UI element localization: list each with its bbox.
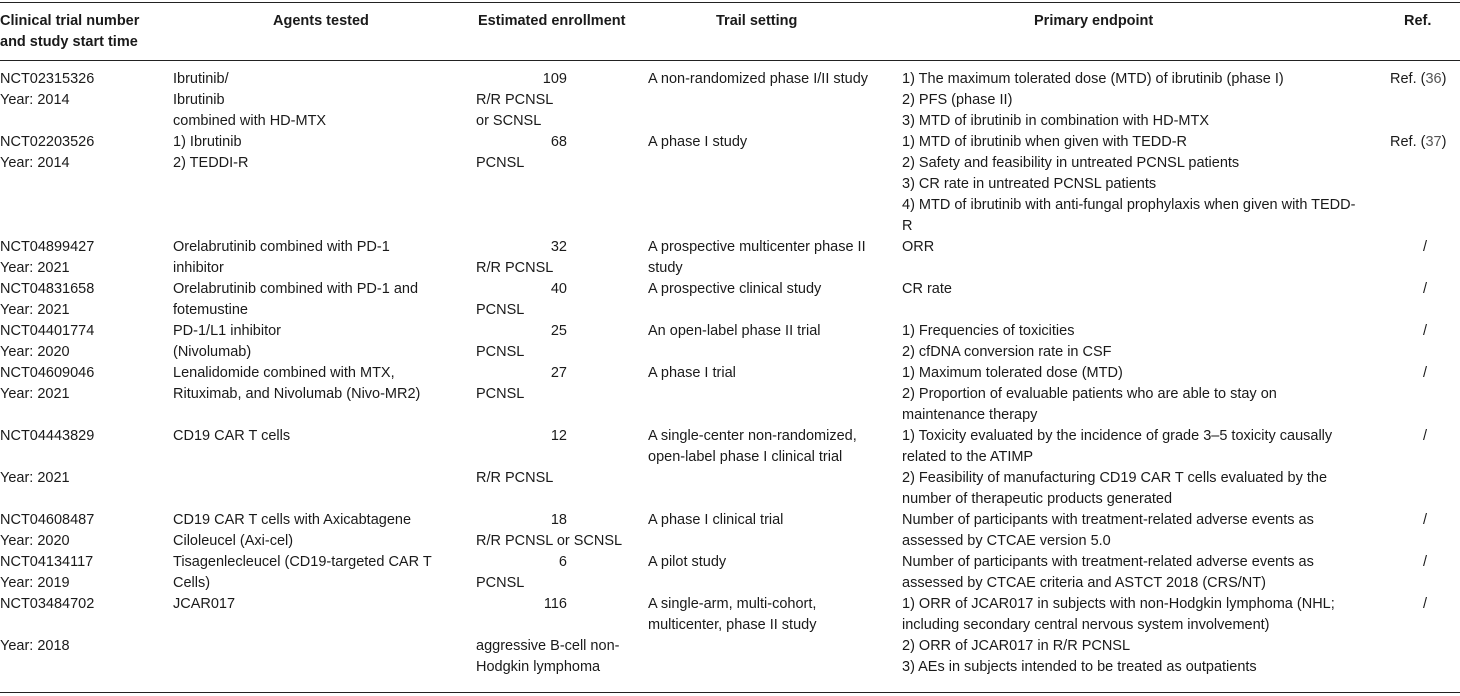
primary-endpoint-line: 2) ORR of JCAR017 in R/R PCNSL — [902, 638, 1131, 654]
header-setting: Trail setting — [716, 13, 798, 29]
enrollment-count: 116 — [543, 596, 567, 612]
study-year: Year: 2021 — [0, 260, 70, 276]
enrollment-population-line: R/R PCNSL — [476, 260, 554, 276]
study-year: Year: 2014 — [0, 92, 70, 108]
study-year: Year: 2021 — [0, 386, 70, 402]
agents-tested-line: CD19 CAR T cells — [173, 428, 291, 444]
primary-endpoint-line: 2) PFS (phase II) — [902, 92, 1013, 108]
enrollment-count: 18 — [550, 512, 567, 528]
enrollment-population-line: PCNSL — [476, 155, 525, 171]
enrollment-population-line: PCNSL — [476, 344, 525, 360]
header-ref: Ref. — [1404, 13, 1432, 29]
primary-endpoint-line: maintenance therapy — [902, 407, 1038, 423]
header-trial-line-2: and study start time — [0, 34, 138, 50]
agents-tested-line: Orelabrutinib combined with PD-1 — [173, 239, 390, 255]
reference-link[interactable]: 37 — [1425, 134, 1442, 150]
reference-citation — [1390, 132, 1446, 153]
primary-endpoint-line: 2) cfDNA conversion rate in CSF — [902, 344, 1112, 360]
trial-setting-line: A non-randomized phase I/II study — [648, 71, 869, 87]
trial-setting-line: An open-label phase II trial — [648, 323, 821, 339]
study-year: Year: 2021 — [0, 470, 70, 486]
enrollment-population-line: PCNSL — [476, 575, 525, 591]
reference-none: / — [1423, 365, 1428, 381]
trial-number: NCT04899427 — [0, 239, 95, 255]
agents-tested-line: PD-1/L1 inhibitor — [173, 323, 281, 339]
primary-endpoint-line: 1) Frequencies of toxicities — [902, 323, 1075, 339]
primary-endpoint-line: ORR — [902, 239, 935, 255]
primary-endpoint-line: 3) AEs in subjects intended to be treated as outpatients — [902, 659, 1257, 675]
enrollment-population-line: or SCNSL — [476, 113, 542, 129]
header-trial-line-1: Clinical trial number — [0, 13, 140, 29]
primary-endpoint-line: 1) Maximum tolerated dose (MTD) — [902, 365, 1123, 381]
study-year: Year: 2019 — [0, 575, 70, 591]
enrollment-count: 68 — [550, 134, 567, 150]
primary-endpoint-line: related to the ATIMP — [902, 449, 1034, 465]
enrollment-population-line: PCNSL — [476, 302, 525, 318]
trial-setting-line: A prospective multicenter phase II — [648, 239, 866, 255]
agents-tested-line: fotemustine — [173, 302, 248, 318]
primary-endpoint-line: 2) Feasibility of manufacturing CD19 CAR T cells evaluated by the — [902, 470, 1328, 486]
study-year: Year: 2014 — [0, 155, 70, 171]
study-year: Year: 2021 — [0, 302, 70, 318]
agents-tested-line: JCAR017 — [173, 596, 236, 612]
trial-setting-line: A phase I clinical trial — [648, 512, 784, 528]
trial-number: NCT04608487 — [0, 512, 95, 528]
reference-none: / — [1423, 323, 1428, 339]
study-year: Year: 2018 — [0, 638, 70, 654]
agents-tested-line: Lenalidomide combined with MTX, — [173, 365, 395, 381]
primary-endpoint-line: assessed by CTCAE version 5.0 — [902, 533, 1111, 549]
agents-tested-line: 1) Ibrutinib — [173, 134, 242, 150]
primary-endpoint-line: assessed by CTCAE criteria and ASTCT 2018 (CRS/NT) — [902, 575, 1266, 591]
enrollment-count: 27 — [550, 365, 567, 381]
reference-none: / — [1423, 512, 1428, 528]
primary-endpoint-line: R — [902, 218, 913, 234]
primary-endpoint-line: 3) CR rate in untreated PCNSL patients — [902, 176, 1157, 192]
primary-endpoint-line: 2) Safety and feasibility in untreated PCNSL patients — [902, 155, 1240, 171]
trial-number: NCT02203526 — [0, 134, 95, 150]
enrollment-population-line: R/R PCNSL or SCNSL — [476, 533, 623, 549]
trial-number: NCT04831658 — [0, 281, 95, 297]
trial-setting-line: A prospective clinical study — [648, 281, 822, 297]
agents-tested-line: (Nivolumab) — [173, 344, 252, 360]
enrollment-population-line: R/R PCNSL — [476, 470, 554, 486]
trial-setting-line: multicenter, phase II study — [648, 617, 817, 633]
agents-tested-line: Ciloleucel (Axi-cel) — [173, 533, 294, 549]
trial-setting-line: A phase I study — [648, 134, 748, 150]
trial-setting-line: A phase I trial — [648, 365, 736, 381]
primary-endpoint-line: Number of participants with treatment-related adverse events as — [902, 554, 1314, 570]
reference-prefix: Ref. ( — [1390, 134, 1426, 150]
reference-none: / — [1423, 281, 1428, 297]
trial-number: NCT04609046 — [0, 365, 95, 381]
primary-endpoint-line: number of therapeutic products generated — [902, 491, 1173, 507]
header-endpoint: Primary endpoint — [1034, 13, 1154, 29]
study-year: Year: 2020 — [0, 344, 70, 360]
header-rule — [0, 60, 1460, 61]
reference-suffix: ) — [1441, 71, 1447, 87]
header-enrollment: Estimated enrollment — [478, 13, 626, 29]
enrollment-population-line: aggressive B-cell non- — [476, 638, 620, 654]
trial-number: NCT04443829 — [0, 428, 95, 444]
primary-endpoint-line: CR rate — [902, 281, 952, 297]
agents-tested-line: Cells) — [173, 575, 211, 591]
agents-tested-line: Orelabrutinib combined with PD-1 and — [173, 281, 419, 297]
reference-none: / — [1423, 428, 1428, 444]
trial-setting-line: A single-arm, multi-cohort, — [648, 596, 817, 612]
bottom-rule — [0, 692, 1460, 693]
enrollment-count: 25 — [550, 323, 567, 339]
enrollment-population-line: Hodgkin lymphoma — [476, 659, 601, 675]
reference-none: / — [1423, 596, 1428, 612]
reference-prefix: Ref. ( — [1390, 71, 1426, 87]
primary-endpoint-line: 1) The maximum tolerated dose (MTD) of ibrutinib (phase I) — [902, 71, 1284, 87]
reference-citation — [1390, 69, 1446, 90]
agents-tested-line: inhibitor — [173, 260, 224, 276]
enrollment-count: 12 — [550, 428, 567, 444]
trial-setting-line: open-label phase I clinical trial — [648, 449, 843, 465]
primary-endpoint-line: 1) Toxicity evaluated by the incidence of grade 3–5 toxicity causally — [902, 428, 1333, 444]
reference-suffix: ) — [1441, 134, 1447, 150]
agents-tested-line: 2) TEDDI-R — [173, 155, 249, 171]
agents-tested-line: Tisagenlecleucel (CD19-targeted CAR T — [173, 554, 432, 570]
agents-tested-line: Rituximab, and Nivolumab (Nivo-MR2) — [173, 386, 421, 402]
trial-setting-line: A single-center non-randomized, — [648, 428, 857, 444]
enrollment-count: 32 — [550, 239, 567, 255]
enrollment-population-line: R/R PCNSL — [476, 92, 554, 108]
enrollment-population-line: PCNSL — [476, 386, 525, 402]
trial-number: NCT02315326 — [0, 71, 95, 87]
agents-tested-line: CD19 CAR T cells with Axicabtagene — [173, 512, 412, 528]
primary-endpoint-line: 4) MTD of ibrutinib with anti-fungal prophylaxis when given with TEDD- — [902, 197, 1356, 213]
enrollment-count: 6 — [558, 554, 567, 570]
enrollment-count: 40 — [550, 281, 567, 297]
top-rule — [0, 2, 1460, 3]
enrollment-count: 109 — [542, 71, 567, 87]
trial-number: NCT04401774 — [0, 323, 95, 339]
primary-endpoint-line: 1) MTD of ibrutinib when given with TEDD-R — [902, 134, 1187, 150]
primary-endpoint-line: 1) ORR of JCAR017 in subjects with non-Hodgkin lymphoma (NHL; — [902, 596, 1335, 612]
primary-endpoint-line: 3) MTD of ibrutinib in combination with HD-MTX — [902, 113, 1210, 129]
reference-none: / — [1423, 554, 1428, 570]
primary-endpoint-line: 2) Proportion of evaluable patients who are able to stay on — [902, 386, 1277, 402]
study-year: Year: 2020 — [0, 533, 70, 549]
agents-tested-line: Ibrutinib — [173, 92, 225, 108]
header-agents: Agents tested — [273, 13, 369, 29]
trial-number: NCT04134117 — [0, 554, 94, 570]
primary-endpoint-line: Number of participants with treatment-related adverse events as — [902, 512, 1314, 528]
trial-number: NCT03484702 — [0, 596, 95, 612]
reference-link[interactable]: 36 — [1425, 71, 1442, 87]
trial-setting-line: A pilot study — [648, 554, 727, 570]
reference-none: / — [1423, 239, 1428, 255]
agents-tested-line: Ibrutinib/ — [173, 71, 229, 87]
trial-setting-line: study — [648, 260, 683, 276]
agents-tested-line: combined with HD-MTX — [173, 113, 327, 129]
primary-endpoint-line: including secondary central nervous system involvement) — [902, 617, 1270, 633]
